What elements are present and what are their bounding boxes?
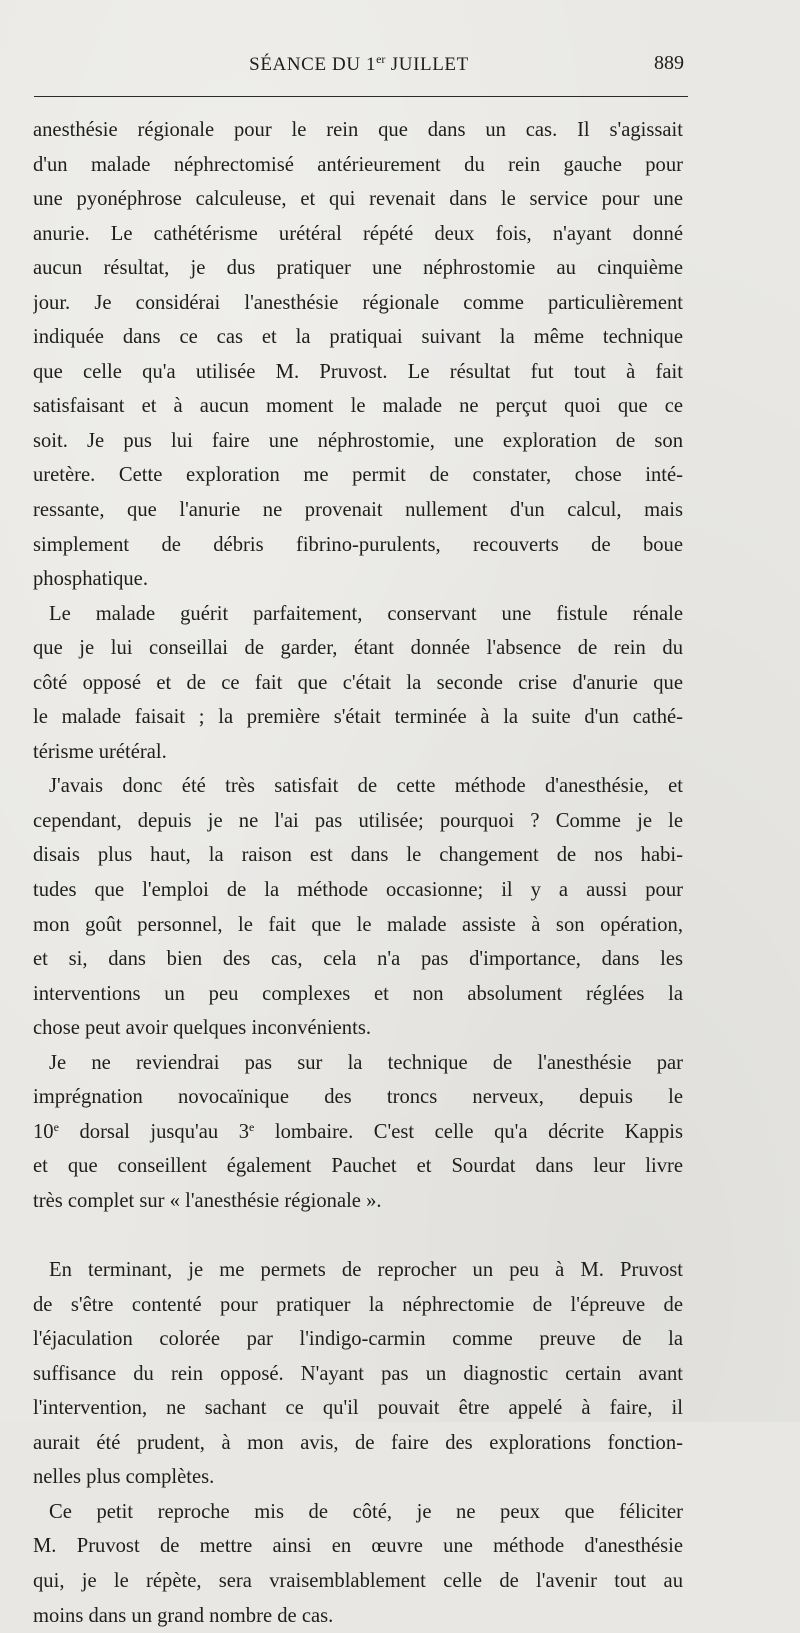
text-line: soit. Je pus lui faire une néphrostomie, une exploration de son <box>33 429 683 452</box>
text-line: Ce petit reproche mis de côté, je ne peux que féliciter <box>49 1500 683 1523</box>
text-line: simplement de débris fibrino-purulents, recouverts de boue <box>33 533 683 556</box>
text-line: que celle qu'a utilisée M. Pruvost. Le résultat fut tout à fait <box>33 360 683 383</box>
text-fragment: 10 <box>33 1120 54 1143</box>
ordinal-superscript: e <box>249 1119 255 1134</box>
running-head-tail: JUILLET <box>385 54 469 75</box>
text-line: imprégnation novocaïnique des troncs nerveux, depuis le <box>33 1086 683 1109</box>
text-line: aurait été prudent, à mon avis, de faire des explorations fonction- <box>33 1431 683 1454</box>
text-line: de s'être contenté pour pratiquer la néphrectomie de l'épreuve de <box>33 1293 683 1316</box>
text-line: En terminant, je me permets de reprocher un peu à M. Pruvost <box>49 1259 683 1282</box>
text-line: côté opposé et de ce fait que c'était la seconde crise d'anurie que <box>33 671 683 694</box>
text-line: indiquée dans ce cas et la pratiquai suivant la même technique <box>33 326 683 349</box>
text-line: l'éjaculation colorée par l'indigo-carmin comme preuve de la <box>33 1328 683 1351</box>
text-line: chose peut avoir quelques inconvénients. <box>33 1017 371 1040</box>
text-line: anesthésie régionale pour le rein que dans un cas. Il s'agissait <box>33 119 683 141</box>
text-line: M. Pruvost de mettre ainsi en œuvre une méthode d'anesthésie <box>33 1535 683 1558</box>
text-line: et si, dans bien des cas, cela n'a pas d'importance, dans les <box>33 948 683 971</box>
text-line: aucun résultat, je dus pratiquer une néphrostomie au cinquième <box>33 257 683 280</box>
text-line: mon goût personnel, le fait que le malade assiste à son opération, <box>33 913 683 936</box>
text-line: térisme urétéral. <box>33 740 167 763</box>
page-number: 889 <box>654 52 684 74</box>
text-line: très complet sur « l'anesthésie régionale ». <box>33 1189 382 1212</box>
text-line: J'avais donc été très satisfait de cette méthode d'anesthésie, et <box>49 775 683 798</box>
text-line: une pyonéphrose calculeuse, et qui revenait dans le service pour une <box>33 188 683 211</box>
text-line: suffisance du rein opposé. N'ayant pas un diagnostic certain avant <box>33 1362 683 1385</box>
paragraph-gap <box>33 1219 683 1254</box>
text-line: phosphatique. <box>33 568 148 591</box>
ordinal-superscript: e <box>53 1119 59 1134</box>
text-line: ressante, que l'anurie ne provenait nullement d'un calcul, mais <box>33 499 683 522</box>
text-line: uretère. Cette exploration me permit de constater, chose inté- <box>33 464 683 487</box>
text-line: Je ne reviendrai pas sur la technique de l'anesthésie par <box>49 1051 683 1074</box>
text-line: satisfaisant et à aucun moment le malade ne perçut quoi que ce <box>33 395 683 418</box>
body-text <box>33 113 683 1633</box>
text-fragment: dorsal jusqu'au 3 <box>58 1120 249 1143</box>
header-rule <box>34 96 688 97</box>
running-head-superscript: er <box>376 52 386 66</box>
text-line: disais plus haut, la raison est dans le changement de nos habi- <box>33 844 683 867</box>
text-line: Le malade guérit parfaitement, conservant une fistule rénale <box>49 602 683 625</box>
running-head-text: SÉANCE DU 1 <box>249 54 377 75</box>
running-head <box>34 52 684 76</box>
text-line: d'un malade néphrectomisé antérieurement du rein gauche pour <box>33 153 683 176</box>
text-line: jour. Je considérai l'anesthésie régionale comme particulièrement <box>33 291 683 314</box>
text-line: le malade faisait ; la première s'était terminée à la suite d'un cathé- <box>33 706 683 729</box>
text-line: cependant, depuis je ne l'ai pas utilisée; pourquoi ? Comme je le <box>33 809 683 832</box>
page-header <box>34 52 684 82</box>
text-line: qui, je le répète, sera vraisemblablement celle de l'avenir tout au <box>33 1569 683 1592</box>
text-line: moins dans un grand nombre de cas. <box>33 1604 334 1627</box>
text-line: nelles plus complètes. <box>33 1466 215 1489</box>
text-fragment: lombaire. C'est celle qu'a décrite Kappis <box>254 1120 683 1143</box>
text-line: et que conseillent également Pauchet et Sourdat dans leur livre <box>33 1155 683 1178</box>
text-line: tudes que l'emploi de la méthode occasionne; il y a aussi pour <box>33 879 683 902</box>
text-line: interventions un peu complexes et non absolument réglées la <box>33 982 683 1005</box>
text-line-superscripts <box>33 1115 683 1150</box>
text-line: l'intervention, ne sachant ce qu'il pouvait être appelé à faire, il <box>33 1397 683 1420</box>
text-line: que je lui conseillai de garder, étant donnée l'absence de rein du <box>33 637 683 660</box>
text-line: anurie. Le cathétérisme urétéral répété deux fois, n'ayant donné <box>33 222 683 245</box>
